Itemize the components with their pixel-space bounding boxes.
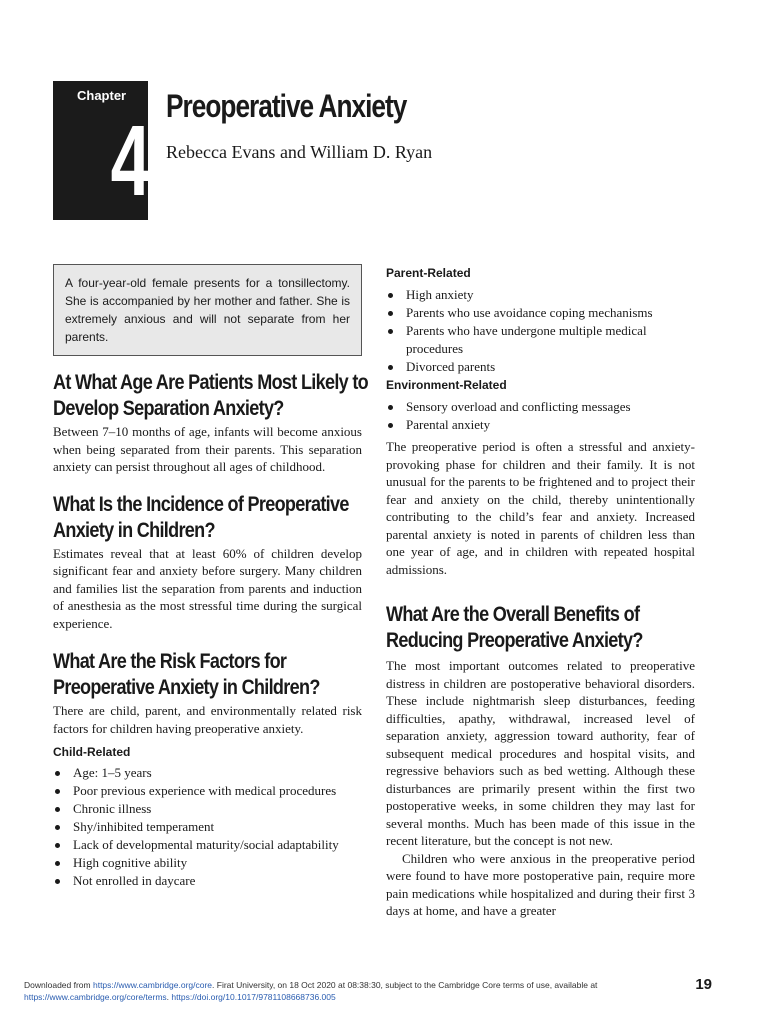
environment-body: The preoperative period is often a stressful and anxiety-provoking phase for children and their family. It is not unusual for the parents to be frightened and to project their fear and anxiety on the child, thereby unintentionally contributing to the child’s fear and anxiety. Increased parental anxiety is noted in parents of children less than one year of age, and in children with repeated hospital admissions. [386, 439, 695, 577]
environment-related-heading: Environment-Related [386, 378, 507, 392]
section-body-benefits-1: The most important outcomes related to preoperative distress in children are postoperative behavioral disorders. These include nightmarish sleep disturbances, feeding difficulties, apathy, withdrawal, increased level of separation anxiety, aggression toward authority, fear of subsequent medical procedures and hospital visits, and regressive behaviors such as bed wetting. Although these disturbances are primarily present within the first two postoperative weeks, in some children they may last for several months. Much has been made of this issue in the recent literature, but the concept is not new. [386, 658, 695, 848]
section-heading-age: At What Age Are Patients Most Likely to Develop Separation Anxiety? [53, 371, 369, 420]
section-heading-risk: What Are the Risk Factors for Preoperative Anxiety in Children? [53, 650, 320, 699]
right-column [386, 264, 695, 920]
page-number: 19 [695, 976, 712, 993]
chapter-label: Chapter [77, 88, 127, 103]
chapter-badge [53, 81, 151, 220]
list-item: Lack of developmental maturity/social adaptability [53, 836, 362, 854]
list-item: Not enrolled in daycare [53, 872, 362, 890]
section-body-incidence: Estimates reveal that at least 60% of children develop significant fear and anxiety before surgery. Many children and families list the separation from parents and induction of anesthesia as the most stressful time during the surgical experience. [53, 545, 362, 631]
doi-link[interactable]: https://doi.org/10.1017/9781108668736.005 [171, 992, 336, 1002]
section-body-risk: There are child, parent, and environmentally related risk factors for children having preoperative anxiety. [53, 703, 362, 736]
list-item: Divorced parents [386, 358, 695, 376]
parent-related-list [386, 286, 695, 376]
chapter-authors: Rebecca Evans and William D. Ryan [166, 142, 433, 162]
section-body-benefits-2: Children who were anxious in the preoperative period were found to have more postoperative pain, require more pain medications while hospitalized and during their first 3 days at home, and have a greater [386, 850, 695, 918]
chapter-title: Preoperative Anxiety [166, 88, 407, 124]
list-item: Age: 1–5 years [53, 764, 362, 782]
list-item: Poor previous experience with medical procedures [53, 782, 362, 800]
left-column [53, 264, 369, 890]
list-item: Sensory overload and conflicting messages [386, 398, 695, 416]
list-item: Parents who have undergone multiple medical procedures [386, 322, 695, 358]
chapter-number: 4 [110, 105, 151, 217]
case-box: A four-year-old female presents for a tonsillectomy. She is accompanied by her mother and father. She is extremely anxious and will not separate from her parents. [53, 264, 362, 356]
list-item: High cognitive ability [53, 854, 362, 872]
section-heading-benefits: What Are the Overall Benefits of Reducing Preoperative Anxiety? [386, 603, 643, 652]
environment-related-list [386, 398, 695, 434]
list-item: High anxiety [386, 286, 695, 304]
page-footer: Downloaded from https://www.cambridge.org/core. Firat University, on 18 Oct 2020 at 08:38:30, subject to the Cambridge Core terms of use, available at https://www.cambridge.org/core/terms. https://doi.org/10.1017/9781108668736.005 [24, 980, 598, 1002]
child-related-list [53, 764, 362, 890]
terms-link[interactable]: https://www.cambridge.org/core/terms [24, 992, 167, 1002]
parent-related-heading: Parent-Related [386, 266, 471, 280]
section-heading-incidence: What Is the Incidence of Preoperative Anxiety in Children? [53, 492, 349, 542]
core-link[interactable]: https://www.cambridge.org/core [92, 980, 213, 990]
section-body-age: Between 7–10 months of age, infants will become anxious when being separated from their parents. This separation anxiety can persist throughout all ages of childhood. [53, 424, 362, 474]
list-item: Chronic illness [53, 800, 362, 818]
child-related-heading: Child-Related [53, 745, 131, 759]
list-item: Shy/inhibited temperament [53, 818, 362, 836]
list-item: Parents who use avoidance coping mechanisms [386, 304, 695, 322]
list-item: Parental anxiety [386, 416, 695, 434]
